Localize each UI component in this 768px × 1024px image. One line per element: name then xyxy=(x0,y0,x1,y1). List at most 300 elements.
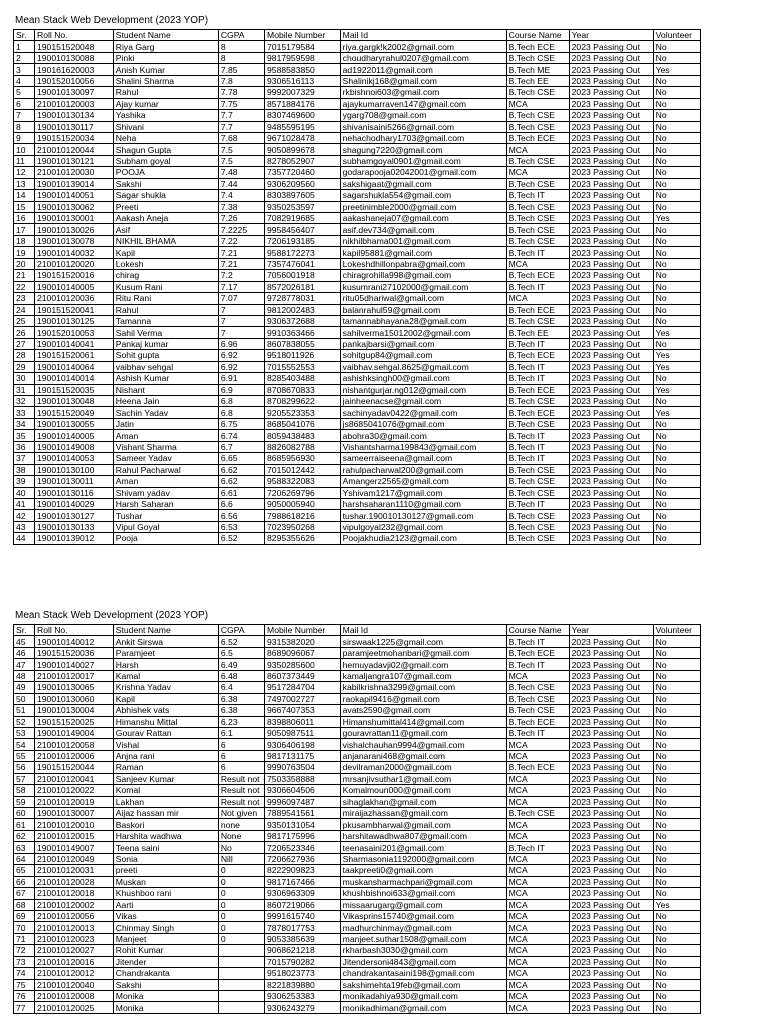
volunteer-cell: No xyxy=(653,430,700,441)
volunteer-cell: No xyxy=(653,716,700,727)
course-name-cell: B.Tech IT xyxy=(506,373,569,384)
cgpa-cell: 7.7 xyxy=(218,110,264,121)
roll-no-cell: 190151520016 xyxy=(35,270,114,281)
table-row xyxy=(14,235,701,246)
roll-no-cell: 190010140012 xyxy=(35,636,114,647)
sr-cell: 50 xyxy=(14,693,35,704)
table-body xyxy=(14,636,701,1013)
mobile-number-cell: 9990763504 xyxy=(265,762,341,773)
volunteer-cell: No xyxy=(653,247,700,258)
student-name-cell: Aakash Aneja xyxy=(113,213,218,224)
mobile-number-cell: 9306516113 xyxy=(265,75,341,86)
cgpa-cell: 0 xyxy=(218,865,264,876)
sr-cell: 5 xyxy=(14,87,35,98)
sr-cell: 27 xyxy=(14,338,35,349)
table-row xyxy=(14,888,701,899)
roll-no-cell: 190151520048 xyxy=(35,41,114,52)
year-cell: 2023 Passing Out xyxy=(569,304,653,315)
mobile-number-cell: 9817959598 xyxy=(265,52,341,63)
course-name-cell: B.Tech CSE xyxy=(506,224,569,235)
year-cell: 2023 Passing Out xyxy=(569,396,653,407)
student-name-cell: Shivani xyxy=(113,121,218,132)
table-row xyxy=(14,293,701,304)
mobile-number-cell: 7878017753 xyxy=(265,922,341,933)
student-name-cell: Vikas xyxy=(113,910,218,921)
table-row xyxy=(14,968,701,979)
cgpa-cell: Result not xyxy=(218,773,264,784)
table-row xyxy=(14,201,701,212)
cgpa-cell: 6.75 xyxy=(218,418,264,429)
volunteer-cell: No xyxy=(653,922,700,933)
student-name-cell: Pankaj kumar xyxy=(113,338,218,349)
sr-cell: 56 xyxy=(14,762,35,773)
volunteer-cell: No xyxy=(653,888,700,899)
year-cell: 2023 Passing Out xyxy=(569,224,653,235)
mail-id-cell: raokapil9416@gmail.com xyxy=(340,693,506,704)
student-name-cell: Shivam yadav xyxy=(113,487,218,498)
mobile-number-cell: 9996097487 xyxy=(265,796,341,807)
year-cell: 2023 Passing Out xyxy=(569,762,653,773)
year-cell: 2023 Passing Out xyxy=(569,213,653,224)
year-cell: 2023 Passing Out xyxy=(569,52,653,63)
mobile-number-cell: 8222909823 xyxy=(265,865,341,876)
mail-id-cell: kapil95881@gmail.com xyxy=(340,247,506,258)
mail-id-cell: Vikasprins15740@gmail.com xyxy=(340,910,506,921)
cgpa-cell: 6.62 xyxy=(218,476,264,487)
student-name-cell: POOJA xyxy=(113,167,218,178)
roll-no-cell: 190010130100 xyxy=(35,464,114,475)
year-cell: 2023 Passing Out xyxy=(569,487,653,498)
year-cell: 2023 Passing Out xyxy=(569,842,653,853)
table-row xyxy=(14,384,701,395)
mail-id-cell: nehachodhary1703@gmail.com xyxy=(340,132,506,143)
sr-cell: 73 xyxy=(14,956,35,967)
course-name-cell: MCA xyxy=(506,739,569,750)
student-name-cell: Monika xyxy=(113,991,218,1002)
mail-id-cell: Lokeshdhillonpabra@gmail.com xyxy=(340,258,506,269)
table-row xyxy=(14,304,701,315)
mail-id-cell: ygarg708@gmail.com xyxy=(340,110,506,121)
cgpa-cell: 6.23 xyxy=(218,716,264,727)
roll-no-cell: 190010130116 xyxy=(35,487,114,498)
table-row xyxy=(14,270,701,281)
mail-id-cell: Himanshumittal414@gmail.com xyxy=(340,716,506,727)
student-name-cell: Harsh xyxy=(113,659,218,670)
course-name-cell: B.Tech IT xyxy=(506,453,569,464)
course-name-cell: MCA xyxy=(506,910,569,921)
sr-cell: 42 xyxy=(14,510,35,521)
cgpa-cell: 6.61 xyxy=(218,487,264,498)
sr-cell: 4 xyxy=(14,75,35,86)
table-row xyxy=(14,750,701,761)
volunteer-cell: No xyxy=(653,315,700,326)
header-mobile-number: Mobile Number xyxy=(265,625,341,636)
table-row xyxy=(14,247,701,258)
roll-no-cell: 190010130125 xyxy=(35,315,114,326)
volunteer-cell: No xyxy=(653,693,700,704)
mail-id-cell: riya.gargk!k2002@gmail.com xyxy=(340,41,506,52)
volunteer-cell: Yes xyxy=(653,899,700,910)
volunteer-cell: No xyxy=(653,682,700,693)
year-cell: 2023 Passing Out xyxy=(569,819,653,830)
mail-id-cell: sakshigaat@gmail.com xyxy=(340,178,506,189)
roll-no-cell: 190151520035 xyxy=(35,384,114,395)
year-cell: 2023 Passing Out xyxy=(569,922,653,933)
sr-cell: 1 xyxy=(14,41,35,52)
mobile-number-cell: 7357720460 xyxy=(265,167,341,178)
volunteer-cell: No xyxy=(653,258,700,269)
mobile-number-cell: 9517284704 xyxy=(265,682,341,693)
mail-id-cell: Shalinikj168@gmail.com xyxy=(340,75,506,86)
roll-no-cell: 190151520061 xyxy=(35,350,114,361)
year-cell: 2023 Passing Out xyxy=(569,533,653,544)
student-name-cell: Rahul xyxy=(113,304,218,315)
cgpa-cell: 6.65 xyxy=(218,453,264,464)
sr-cell: 64 xyxy=(14,853,35,864)
student-name-cell: Kapil xyxy=(113,247,218,258)
mail-id-cell: preetinimble2000@gmail.com xyxy=(340,201,506,212)
mobile-number-cell: 9518023773 xyxy=(265,968,341,979)
volunteer-cell: No xyxy=(653,201,700,212)
table-row xyxy=(14,258,701,269)
student-name-cell: Sonia xyxy=(113,853,218,864)
sr-cell: 35 xyxy=(14,430,35,441)
sr-cell: 51 xyxy=(14,705,35,716)
mobile-number-cell: 8285403488 xyxy=(265,373,341,384)
course-name-cell: MCA xyxy=(506,144,569,155)
student-name-cell: Kamal xyxy=(113,670,218,681)
mobile-number-cell: 7497002727 xyxy=(265,693,341,704)
sr-cell: 14 xyxy=(14,190,35,201)
year-cell: 2023 Passing Out xyxy=(569,350,653,361)
year-cell: 2023 Passing Out xyxy=(569,190,653,201)
mail-id-cell: sihaglakhan@gmail.com xyxy=(340,796,506,807)
header-roll-no: Roll No. xyxy=(35,30,114,41)
course-name-cell: B.Tech IT xyxy=(506,338,569,349)
course-name-cell: MCA xyxy=(506,773,569,784)
table-row xyxy=(14,155,701,166)
sr-cell: 39 xyxy=(14,476,35,487)
sr-cell: 18 xyxy=(14,235,35,246)
header-course-name: Course Name xyxy=(506,30,569,41)
cgpa-cell: 6.8 xyxy=(218,407,264,418)
sr-cell: 23 xyxy=(14,293,35,304)
student-name-cell: Anish Kumar xyxy=(113,64,218,75)
table-row xyxy=(14,52,701,63)
volunteer-cell: No xyxy=(653,865,700,876)
year-cell: 2023 Passing Out xyxy=(569,41,653,52)
volunteer-cell: No xyxy=(653,304,700,315)
student-name-cell: Vishant Sharma xyxy=(113,441,218,452)
table-row xyxy=(14,407,701,418)
mobile-number-cell: 7206193185 xyxy=(265,235,341,246)
cgpa-cell: 6.92 xyxy=(218,350,264,361)
sr-cell: 45 xyxy=(14,636,35,647)
course-name-cell: B.Tech CSE xyxy=(506,201,569,212)
mobile-number-cell: 9350253597 xyxy=(265,201,341,212)
volunteer-cell: No xyxy=(653,819,700,830)
sr-cell: 19 xyxy=(14,247,35,258)
course-name-cell: MCA xyxy=(506,968,569,979)
mail-id-cell: monikadhiman@gmail.com xyxy=(340,1002,506,1013)
mobile-number-cell: 9728778031 xyxy=(265,293,341,304)
year-cell: 2023 Passing Out xyxy=(569,991,653,1002)
roll-no-cell: 210010120015 xyxy=(35,830,114,841)
roll-no-cell: 190010130088 xyxy=(35,52,114,63)
course-name-cell: MCA xyxy=(506,956,569,967)
cgpa-cell: 7.38 xyxy=(218,201,264,212)
cgpa-cell: 6.5 xyxy=(218,647,264,658)
roll-no-cell: 210010120017 xyxy=(35,670,114,681)
mobile-number-cell: 9053385639 xyxy=(265,933,341,944)
sr-cell: 75 xyxy=(14,979,35,990)
student-name-cell: Chinmay Singh xyxy=(113,922,218,933)
mail-id-cell: pankajbarsi@gmail.com xyxy=(340,338,506,349)
mobile-number-cell: 8607838055 xyxy=(265,338,341,349)
table-row xyxy=(14,933,701,944)
cgpa-cell: 7.21 xyxy=(218,247,264,258)
table-row xyxy=(14,167,701,178)
table-row xyxy=(14,144,701,155)
header-mobile-number: Mobile Number xyxy=(265,30,341,41)
mail-id-cell: Vishantsharma199843@gmail.com xyxy=(340,441,506,452)
year-cell: 2023 Passing Out xyxy=(569,384,653,395)
year-cell: 2023 Passing Out xyxy=(569,705,653,716)
cgpa-cell: 6 xyxy=(218,762,264,773)
mobile-number-cell: 8826082788 xyxy=(265,441,341,452)
table-row xyxy=(14,476,701,487)
header-cgpa: CGPA xyxy=(218,625,264,636)
table-row xyxy=(14,682,701,693)
sr-cell: 41 xyxy=(14,498,35,509)
course-name-cell: MCA xyxy=(506,785,569,796)
volunteer-cell: No xyxy=(653,338,700,349)
year-cell: 2023 Passing Out xyxy=(569,659,653,670)
sr-cell: 7 xyxy=(14,110,35,121)
student-name-cell: Jatin xyxy=(113,418,218,429)
cgpa-cell xyxy=(218,991,264,1002)
student-name-cell: Asif xyxy=(113,224,218,235)
course-name-cell: MCA xyxy=(506,98,569,109)
year-cell: 2023 Passing Out xyxy=(569,281,653,292)
year-cell: 2023 Passing Out xyxy=(569,498,653,509)
volunteer-cell: No xyxy=(653,796,700,807)
volunteer-cell: No xyxy=(653,476,700,487)
mail-id-cell: shivanisaini5266@gmail.com xyxy=(340,121,506,132)
sr-cell: 47 xyxy=(14,659,35,670)
year-cell: 2023 Passing Out xyxy=(569,693,653,704)
table-row xyxy=(14,98,701,109)
sr-cell: 20 xyxy=(14,258,35,269)
volunteer-cell: No xyxy=(653,945,700,956)
year-cell: 2023 Passing Out xyxy=(569,682,653,693)
sr-cell: 12 xyxy=(14,167,35,178)
table-row xyxy=(14,441,701,452)
volunteer-cell: No xyxy=(653,441,700,452)
sr-cell: 68 xyxy=(14,899,35,910)
mobile-number-cell: 9050987511 xyxy=(265,727,341,738)
cgpa-cell: 7.75 xyxy=(218,98,264,109)
mail-id-cell: subhamgoyal0901@gmail.com xyxy=(340,155,506,166)
mail-id-cell: ad1922011@gmail.com xyxy=(340,64,506,75)
student-name-cell: Abhishek vats xyxy=(113,705,218,716)
mobile-number-cell: 9306372688 xyxy=(265,315,341,326)
course-name-cell: B.Tech CSE xyxy=(506,476,569,487)
mobile-number-cell: 9671028478 xyxy=(265,132,341,143)
year-cell: 2023 Passing Out xyxy=(569,121,653,132)
course-name-cell: B.Tech CSE xyxy=(506,418,569,429)
volunteer-cell: No xyxy=(653,808,700,819)
sr-cell: 53 xyxy=(14,727,35,738)
student-name-cell: Komal xyxy=(113,785,218,796)
student-name-cell: Aman xyxy=(113,430,218,441)
course-name-cell: B.Tech IT xyxy=(506,727,569,738)
volunteer-cell: No xyxy=(653,464,700,475)
year-cell: 2023 Passing Out xyxy=(569,727,653,738)
course-name-cell: MCA xyxy=(506,888,569,899)
header-roll-no: Roll No. xyxy=(35,625,114,636)
mail-id-cell: choudharyrahul0207@gmail.com xyxy=(340,52,506,63)
student-name-cell: Kapil xyxy=(113,693,218,704)
student-name-cell: Khushboo rani xyxy=(113,888,218,899)
student-name-cell: Subham goyal xyxy=(113,155,218,166)
table-row xyxy=(14,75,701,86)
year-cell: 2023 Passing Out xyxy=(569,407,653,418)
course-name-cell: MCA xyxy=(506,167,569,178)
mobile-number-cell: 9588322083 xyxy=(265,476,341,487)
course-name-cell: B.Tech CSE xyxy=(506,178,569,189)
year-cell: 2023 Passing Out xyxy=(569,945,653,956)
roll-no-cell: 190010130134 xyxy=(35,110,114,121)
cgpa-cell: 6.53 xyxy=(218,521,264,532)
course-name-cell: MCA xyxy=(506,293,569,304)
roll-no-cell: 210010120022 xyxy=(35,785,114,796)
volunteer-cell: No xyxy=(653,830,700,841)
volunteer-cell: No xyxy=(653,418,700,429)
table-row xyxy=(14,991,701,1002)
table-row xyxy=(14,865,701,876)
student-name-cell: Monika xyxy=(113,1002,218,1013)
mobile-number-cell: 9306406198 xyxy=(265,739,341,750)
course-name-cell: MCA xyxy=(506,991,569,1002)
cgpa-cell: No xyxy=(218,842,264,853)
course-name-cell: B.Tech CSE xyxy=(506,487,569,498)
cgpa-cell: 7.85 xyxy=(218,64,264,75)
roll-no-cell: 210010120020 xyxy=(35,258,114,269)
mail-id-cell: sakshimehta19feb@gmail.com xyxy=(340,979,506,990)
mobile-number-cell: 8059438483 xyxy=(265,430,341,441)
roll-no-cell: 210010120040 xyxy=(35,979,114,990)
table-row xyxy=(14,281,701,292)
volunteer-cell: No xyxy=(653,498,700,509)
course-name-cell: B.Tech CSE xyxy=(506,315,569,326)
volunteer-cell: No xyxy=(653,636,700,647)
cgpa-cell: 7.8 xyxy=(218,75,264,86)
cgpa-cell: 7.22 xyxy=(218,235,264,246)
course-name-cell: B.Tech IT xyxy=(506,281,569,292)
cgpa-cell: 0 xyxy=(218,922,264,933)
sr-cell: 55 xyxy=(14,750,35,761)
cgpa-cell: 7.7 xyxy=(218,121,264,132)
mobile-number-cell: 7357476041 xyxy=(265,258,341,269)
volunteer-cell: No xyxy=(653,224,700,235)
mobile-number-cell: 7015790282 xyxy=(265,956,341,967)
year-cell: 2023 Passing Out xyxy=(569,64,653,75)
table-row xyxy=(14,338,701,349)
year-cell: 2023 Passing Out xyxy=(569,899,653,910)
year-cell: 2023 Passing Out xyxy=(569,338,653,349)
volunteer-cell: No xyxy=(653,739,700,750)
mail-id-cell: rahulpacharwal200@gmail.com xyxy=(340,464,506,475)
course-name-cell: B.Tech ECE xyxy=(506,762,569,773)
sheet-title: Mean Stack Web Development (2023 YOP) xyxy=(15,15,209,26)
course-name-cell: B.Tech CSE xyxy=(506,155,569,166)
mobile-number-cell: 8708299622 xyxy=(265,396,341,407)
sr-cell: 15 xyxy=(14,201,35,212)
table-row xyxy=(14,945,701,956)
mail-id-cell: sohitgup84@gmail.com xyxy=(340,350,506,361)
student-name-cell: Kusum Rani xyxy=(113,281,218,292)
roll-no-cell: 210010120019 xyxy=(35,796,114,807)
table-row xyxy=(14,1002,701,1013)
cgpa-cell: 0 xyxy=(218,888,264,899)
table-row xyxy=(14,716,701,727)
course-name-cell: B.Tech IT xyxy=(506,190,569,201)
sr-cell: 46 xyxy=(14,647,35,658)
sr-cell: 29 xyxy=(14,361,35,372)
roll-no-cell: 190010130097 xyxy=(35,87,114,98)
mail-id-cell: aakashaneja07@gmail.com xyxy=(340,213,506,224)
roll-no-cell: 190151520036 xyxy=(35,647,114,658)
roll-no-cell: 190010149008 xyxy=(35,441,114,452)
sr-cell: 71 xyxy=(14,933,35,944)
student-name-cell: NIKHIL BHAMA xyxy=(113,235,218,246)
year-cell: 2023 Passing Out xyxy=(569,750,653,761)
cgpa-cell: 6.8 xyxy=(218,396,264,407)
volunteer-cell: No xyxy=(653,933,700,944)
roll-no-cell: 190010140053 xyxy=(35,453,114,464)
student-name-cell: Pooja xyxy=(113,533,218,544)
year-cell: 2023 Passing Out xyxy=(569,144,653,155)
sr-cell: 6 xyxy=(14,98,35,109)
cgpa-cell: 7.17 xyxy=(218,281,264,292)
course-name-cell: B.Tech ECE xyxy=(506,132,569,143)
sheet-title: Mean Stack Web Development (2023 YOP) xyxy=(15,610,209,621)
header-year: Year xyxy=(569,30,653,41)
student-name-cell: Tamanna xyxy=(113,315,218,326)
table-row xyxy=(14,659,701,670)
volunteer-cell: No xyxy=(653,52,700,63)
course-name-cell: B.Tech IT xyxy=(506,842,569,853)
mail-id-cell: rkharbash3030@gmail.com xyxy=(340,945,506,956)
roll-no-cell: 210010120002 xyxy=(35,899,114,910)
student-name-cell: Sameer Yadav xyxy=(113,453,218,464)
sr-cell: 40 xyxy=(14,487,35,498)
mail-id-cell: chandrakantasaini198@gmail.com xyxy=(340,968,506,979)
mail-id-cell: chiragrohilla998@gmail.com xyxy=(340,270,506,281)
year-cell: 2023 Passing Out xyxy=(569,853,653,864)
table-row xyxy=(14,956,701,967)
sr-cell: 34 xyxy=(14,418,35,429)
header-volunteer: Volunteer xyxy=(653,30,700,41)
cgpa-cell: 7 xyxy=(218,315,264,326)
course-name-cell: B.Tech IT xyxy=(506,247,569,258)
student-name-cell: Paramjeet xyxy=(113,647,218,658)
roll-no-cell: 210010120008 xyxy=(35,991,114,1002)
sr-cell: 24 xyxy=(14,304,35,315)
student-name-cell: Sahil Verma xyxy=(113,327,218,338)
student-table xyxy=(13,624,701,1014)
